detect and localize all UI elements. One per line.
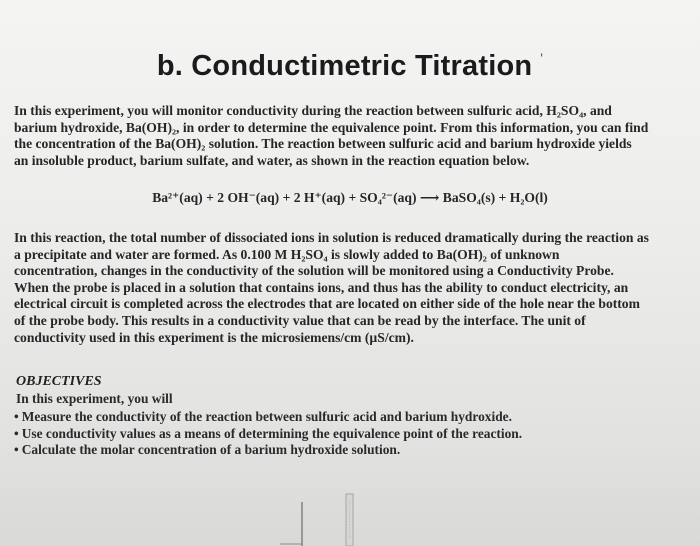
intro-line: In this experiment, you will monitor conductivity during the reaction between sulfuric acid, H₂SO₄, and <box>14 103 612 118</box>
intro-paragraph <box>14 103 678 169</box>
objectives-list <box>14 409 522 459</box>
list-item <box>14 442 522 459</box>
reaction-line: a precipitate and water are formed. As 0.100 M H₂SO₄ is slowly added to Ba(OH)₂ of unknown <box>14 246 560 262</box>
objective-text: Use conductivity values as a means of determining the equivalence point of the reaction. <box>21 425 523 441</box>
list-item <box>14 409 522 426</box>
intro-line: barium hydroxide, Ba(OH)₂, in order to determine the equivalence point. From this information, you can find <box>14 119 649 135</box>
objective-text: Measure the conductivity of the reaction between sulfuric acid and barium hydroxide. <box>21 409 512 424</box>
list-item <box>14 426 522 443</box>
intro-line: an insoluble product, barium sulfate, and water, as shown in the reaction equation below. <box>14 152 530 168</box>
reaction-equation: Ba²⁺(aq) + 2 OH⁻(aq) + 2 H⁺(aq) + SO₄²⁻(aq) ⟶ BaSO₄(s) + H₂O(l) <box>152 190 548 205</box>
reaction-line: concentration, changes in the conductivity of the solution will be monitored using a Conductivity Probe. <box>14 263 614 279</box>
title-text: b. Conductimetric Titration <box>156 50 533 82</box>
reaction-paragraph <box>14 230 678 346</box>
objectives-intro: In this experiment, you will <box>16 391 173 406</box>
reaction-line: of the probe body. This results in a conductivity value that can be read by the interface. The unit of <box>14 312 586 328</box>
reaction-line: When the probe is placed in a solution that contains ions, and thus has the ability to conduct electricity, an <box>14 279 629 295</box>
apparatus-figure <box>276 488 366 546</box>
reaction-line: In this reaction, the total number of dissociated ions in solution is reduced dramatically during the reaction as <box>14 230 649 245</box>
title-mark: ' <box>540 50 544 66</box>
reaction-line: electrical circuit is completed across the electrodes that are located on either side of the hole near the bottom <box>14 296 640 312</box>
page-title <box>0 50 700 83</box>
objective-text: Calculate the molar concentration of a barium hydroxide solution. <box>21 442 401 458</box>
reaction-line: conductivity used in this experiment is the microsiemens/cm (µS/cm). <box>14 329 414 345</box>
objectives-heading: OBJECTIVES <box>16 374 102 389</box>
intro-line: the concentration of the Ba(OH)₂ solution. The reaction between sulfuric acid and barium hydroxide yields <box>14 136 632 152</box>
